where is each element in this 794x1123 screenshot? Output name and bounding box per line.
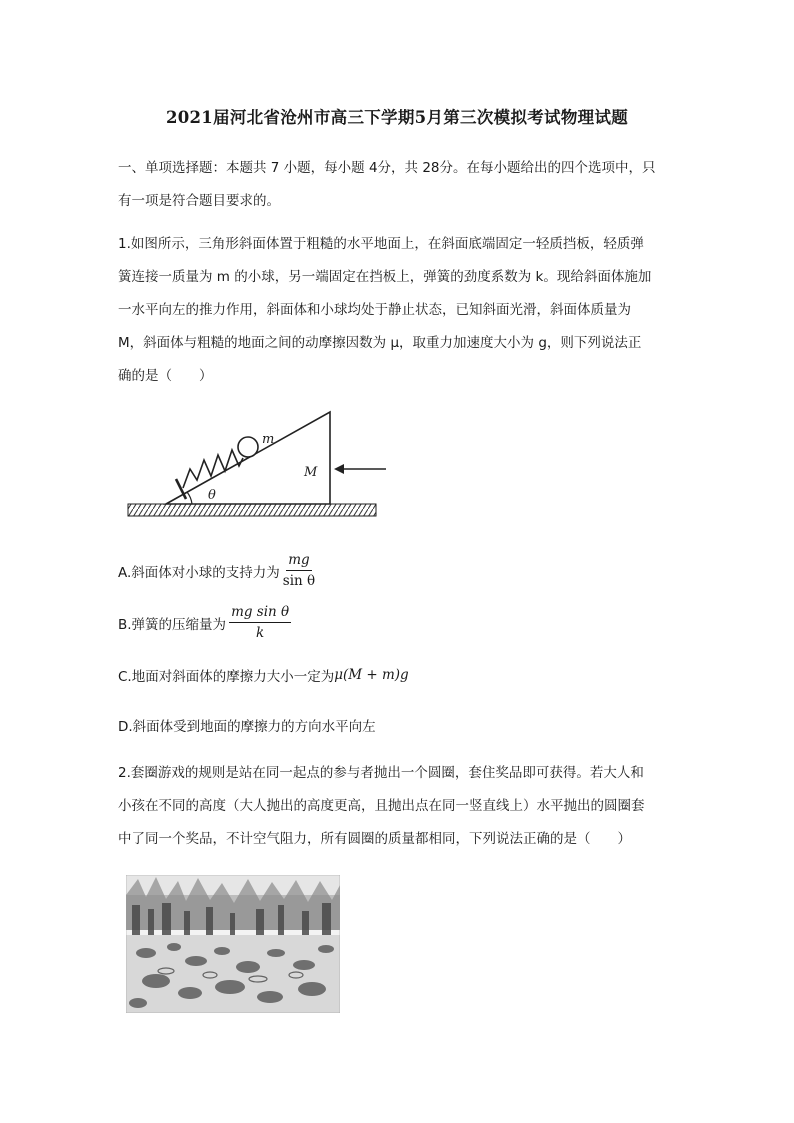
option-b-text: B.弹簧的压缩量为 (118, 616, 227, 633)
option-c-text: C.地面对斜面体的摩擦力大小一定为 (118, 669, 335, 685)
option-c (118, 665, 409, 685)
option-b-fraction (229, 604, 291, 641)
q2-line-2: 小孩在不同的高度（大人抛出的高度更高，且抛出点在同一竖直线上）水平抛出的圆圈套 (118, 798, 645, 814)
section-heading-line-2: 有一项是符合题目要求的。 (118, 193, 280, 209)
option-c-expression: μ(M + m)g (334, 667, 409, 683)
ball (238, 437, 258, 457)
incline-block (166, 412, 330, 504)
label-theta: θ (208, 488, 216, 503)
label-M: M (304, 465, 318, 480)
option-a-numerator: mg (286, 552, 311, 571)
option-a-denominator: sin θ (282, 573, 316, 589)
q2-line-1: 2.套圈游戏的规则是站在同一起点的参与者抛出一个圆圈，套住奖品即可获得。若大人和 (118, 765, 644, 781)
option-a (118, 552, 315, 589)
option-b (118, 604, 291, 641)
incline-diagram (118, 405, 388, 525)
option-b-numerator: mg sin θ (229, 604, 291, 623)
question-1-stem (118, 228, 678, 393)
push-arrow-head (334, 464, 344, 474)
page-title: 2021届河北省沧州市高三下学期5月第三次模拟考试物理试题 (165, 108, 629, 127)
q1-line-5: 确的是（ ） (118, 368, 213, 384)
option-a-fraction (283, 552, 315, 589)
q1-line-1: 1.如图所示，三角形斜面体置于粗糙的水平地面上，在斜面底端固定一轻质挡板，轻质弹 (118, 236, 644, 252)
option-a-text: A.斜面体对小球的支持力为 (118, 564, 280, 581)
question-2-stem (118, 757, 678, 856)
q1-line-3: 一水平向左的推力作用，斜面体和小球均处于静止状态，已知斜面光滑，斜面体质量为 (118, 302, 631, 318)
option-d (118, 715, 376, 735)
q2-line-3: 中了同一个奖品，不计空气阻力，所有圆圈的质量都相同，下列说法正确的是（ ） (118, 831, 631, 847)
option-b-denominator: k (256, 625, 265, 641)
label-m: m (262, 432, 275, 447)
option-d-text: D.斜面体受到地面的摩擦力的方向水平向左 (118, 719, 376, 735)
section-heading (118, 152, 678, 218)
q1-line-2: 簧连接一质量为 m 的小球，另一端固定在挡板上，弹簧的劲度系数为 k。现给斜面体施加 (118, 269, 652, 285)
ground-hatch (128, 504, 376, 516)
q1-line-4: M，斜面体与粗糙的地面之间的动摩擦因数为 μ，取重力加速度大小为 g，则下列说法正 (118, 335, 642, 351)
ring-toss-photo (126, 875, 340, 1013)
section-heading-line-1: 一、单项选择题：本题共 7 小题，每小题 4分，共 28分。在每小题给出的四个选项中，只 (118, 160, 656, 176)
